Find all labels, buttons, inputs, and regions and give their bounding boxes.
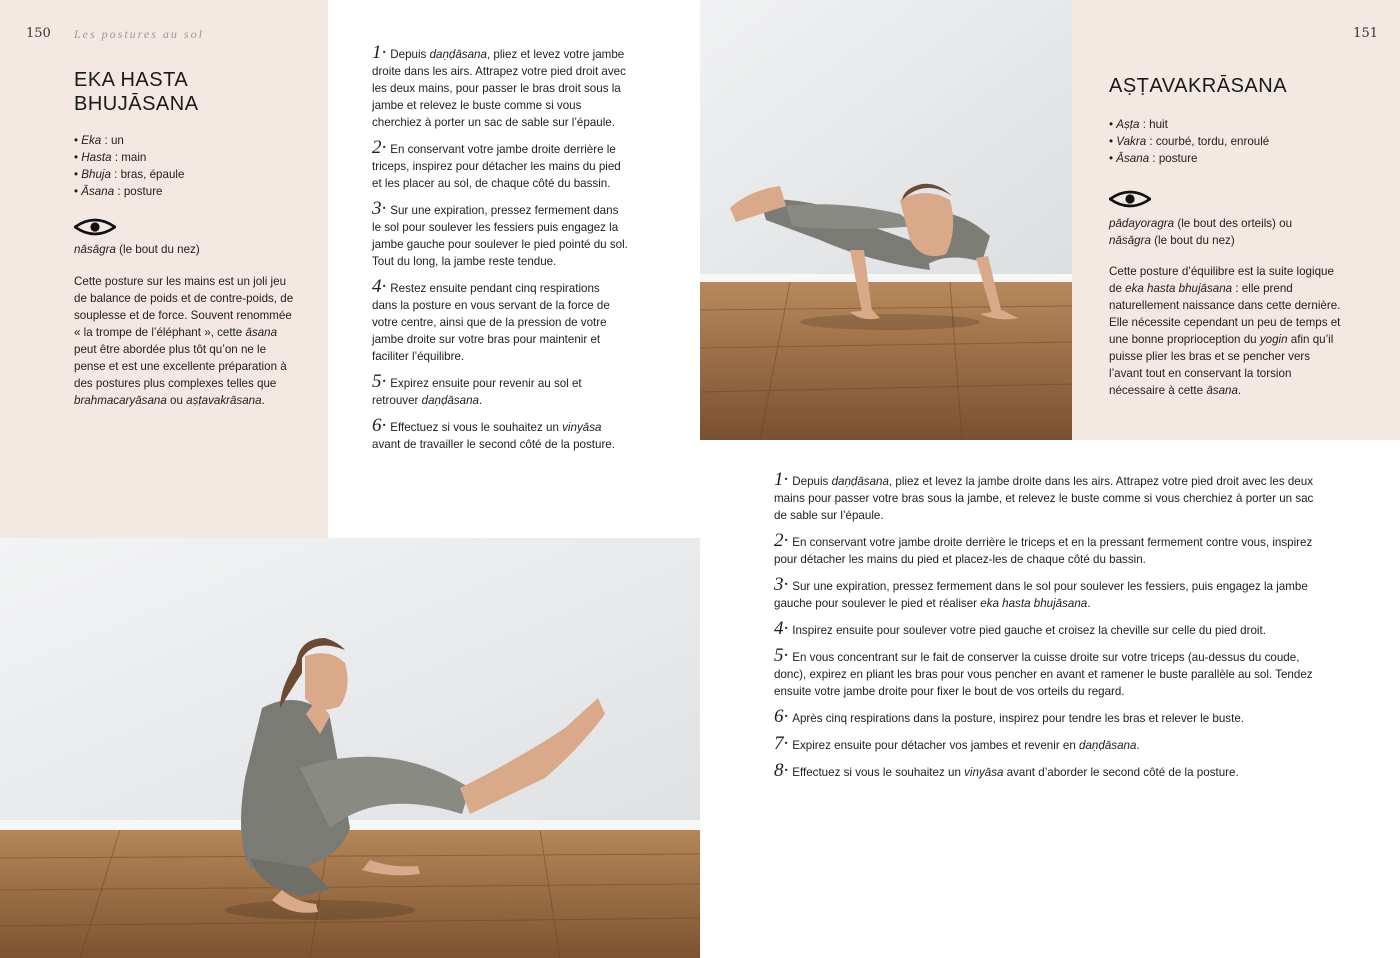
step-item: 1· Depuis daṇḍāsana, pliez et levez la jambe droite dans les airs. Attrapez votre pied droit avec les deux mains pour passer votre bras sous la jambe, et relevez le buste comme si vous cherchiez à porter un sac de sable sur l’épaule. xyxy=(774,469,1314,522)
etymology-item: • Āsana : posture xyxy=(74,183,184,200)
pose-title-astavakrasana: AṢṬAVAKRĀSANA xyxy=(1109,75,1288,97)
steps-list-right xyxy=(774,469,1322,791)
title-line-2: BHUJĀSANA xyxy=(74,93,199,115)
eye-icon xyxy=(74,217,116,237)
eye-icon xyxy=(1109,189,1151,209)
drishti-left: nāsāgra (le bout du nez) xyxy=(74,243,200,256)
etymology-item: • Hasta : main xyxy=(74,149,184,166)
pose-title-eka-hasta-bhujasana xyxy=(74,68,199,116)
intro-paragraph-left: Cette posture sur les mains est un joli jeu de balance de poids et de contre-poids, de souplesse et de force. Souvent renommée « la trompe de l’éléphant », cette āsana peut être abordée plus tôt qu’on ne le pense et est une excellente préparation à des postures plus complexes telles que brahmacaryāsana ou aṣṭavakrāsana. xyxy=(74,275,294,407)
title-line-1: EKA HASTA xyxy=(74,69,189,91)
step-item: 6· Effectuez si vous le souhaitez un vinyāsa avant de travailler le second côté de la posture. xyxy=(372,415,615,451)
step-item: 2· En conservant votre jambe droite derrière le triceps, inspirez pour détacher les mains du pied et les placer au sol, de chaque côté du bassin. xyxy=(372,137,621,190)
step-item: 2· En conservant votre jambe droite derrière le triceps et en la pressant fermement contre vous, inspirez pour détacher les mains du pied et placez-les de chaque côté du bassin. xyxy=(774,530,1313,566)
photo-eka-hasta-bhujasana xyxy=(0,538,700,958)
etymology-item: • Aṣṭa : huit xyxy=(1109,116,1269,133)
step-item: 8· Effectuez si vous le souhaitez un vinyāsa avant d’aborder le second côté de la posture. xyxy=(774,760,1239,781)
intro-paragraph-right: Cette posture d’équilibre est la suite logique de eka hasta bhujāsana : elle prend naturellement naissance dans cette dernière. Elle nécessite cependant un peu de temps et une bonne proprioception du yogin afin qu’il puisse plier les bras et se pencher vers l’avant tout en conservant la torsion nécessaire à cette āsana. xyxy=(1109,265,1341,397)
etymology-item: • Āsana : posture xyxy=(1109,150,1269,167)
etymology-item: • Eka : un xyxy=(74,132,184,149)
drishti-right: pādayoragra (le bout des orteils) ou nāsāgra (le bout du nez) xyxy=(1109,217,1293,247)
step-item: 3· Sur une expiration, pressez fermement dans le sol pour soulever les fessiers puis engagez la jambe gauche pour soulever le pied pointé du sol. Tout du long, la jambe reste tendue. xyxy=(372,198,628,268)
steps-list-left xyxy=(372,42,628,463)
step-item: 1· Depuis daṇḍāsana, pliez et levez votre jambe droite dans les airs. Attrapez votre pied droit avec les deux mains, pour passer le bras droit sous la jambe et relevez le buste comme si vous cherchiez à porter un sac de sable sur l’épaule. xyxy=(372,42,626,129)
etymology-list-left xyxy=(74,132,184,200)
etymology-item: • Bhuja : bras, épaule xyxy=(74,166,184,183)
running-head: Les postures au sol xyxy=(74,27,204,41)
page-number-right: 151 xyxy=(1353,26,1378,41)
step-item: 4· Inspirez ensuite pour soulever votre pied gauche et croisez la cheville sur celle du pied droit. xyxy=(774,618,1266,639)
step-item: 6· Après cinq respirations dans la posture, inspirez pour tendre les bras et relever le buste. xyxy=(774,706,1244,727)
page-number-left: 150 xyxy=(26,26,51,41)
photo-astavakrasana xyxy=(700,0,1072,440)
step-item: 7· Expirez ensuite pour détacher vos jambes et revenir en daṇḍāsana. xyxy=(774,733,1140,754)
etymology-list-right xyxy=(1109,116,1269,167)
step-item: 3· Sur une expiration, pressez fermement dans le sol pour soulever les fessiers, puis engagez la jambe gauche pour soulever le pied et réaliser eka hasta bhujāsana. xyxy=(774,574,1308,610)
etymology-item: • Vakra : courbé, tordu, enroulé xyxy=(1109,133,1269,150)
step-item: 4· Restez ensuite pendant cinq respirations dans la posture en vous servant de la force de votre centre, ainsi que de la pression de votre jambe droite sur votre bras pour maintenir et faciliter l’équilibre. xyxy=(372,276,610,363)
step-item: 5· En vous concentrant sur le fait de conserver la cuisse droite sur votre triceps (au-dessus du coude, donc), expirez en pliant les bras pour vous pencher en avant et ramener le buste parallèle au sol. Tendez ensuite votre jambe droite pour fixer le bout de vos orteils du regard. xyxy=(774,645,1313,698)
step-item: 5· Expirez ensuite pour revenir au sol et retrouver daṇḍāsana. xyxy=(372,371,582,407)
